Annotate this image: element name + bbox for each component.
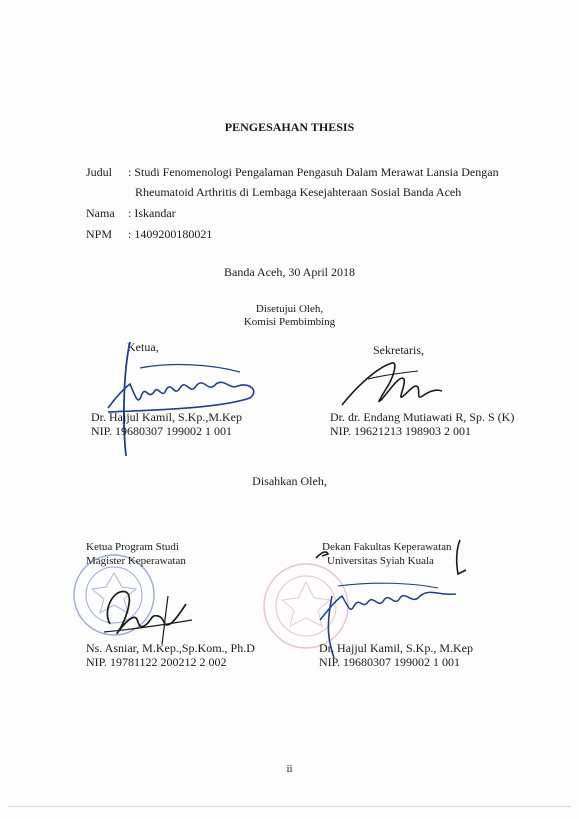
secretary-signature (338, 355, 448, 413)
field-label-npm: NPM (86, 227, 113, 241)
field-label-judul: Judul (86, 165, 113, 179)
field-value-judul-line1: : Studi Fenomenologi Pengalaman Pengasuh Dalam Merawat Lansia Dengan (128, 165, 499, 179)
field-label-nama: Nama (86, 206, 115, 220)
program-head-role-line2: Magister Keperawatan (86, 555, 186, 567)
chair-name: Dr. Hajjul Kamil, S.Kp.,M.Kep (91, 410, 242, 424)
page-edge-rule (8, 806, 571, 807)
chair-signature (100, 338, 270, 460)
committee-label: Komisi Pembimbing (243, 316, 336, 328)
place-date: Banda Aceh, 30 April 2018 (224, 265, 355, 279)
program-head-role-line1: Ketua Program Studi (86, 541, 179, 553)
secretary-nip: NIP. 19621213 198903 2 001 (330, 424, 472, 438)
ratified-by: Disahkan Oleh, (252, 474, 327, 488)
document-title: PENGESAHAN THESIS (224, 120, 355, 134)
chair-nip: NIP. 19680307 199002 1 001 (91, 424, 233, 438)
page-number: ii (286, 763, 293, 775)
secretary-role: Sekretaris, (373, 343, 424, 357)
dean-name: Dr. Hajjul Kamil, S.Kp., M.Kep (319, 641, 473, 655)
chair-role: Ketua, (127, 340, 159, 354)
approved-by: Disetujui Oleh, (255, 303, 324, 315)
program-head-nip: NIP. 19781122 200212 2 002 (86, 655, 227, 669)
field-value-judul-line2: Rheumatoid Arthritis di Lembaga Kesejahteraan Sosial Banda Aceh (135, 185, 462, 199)
dean-nip: NIP. 19680307 199002 1 001 (319, 655, 461, 669)
program-head-name: Ns. Asniar, M.Kep.,Sp.Kom., Ph.D (86, 641, 255, 655)
secretary-name: Dr. dr. Endang Mutiawati R, Sp. S (K) (330, 410, 515, 424)
field-value-npm: : 1409200180021 (128, 227, 213, 241)
dean-role-line2: Universitas Syiah Kuala (327, 555, 434, 567)
field-value-nama: : Iskandar (128, 206, 176, 220)
dean-role-line1: Dekan Fakultas Keperawatan (322, 541, 452, 553)
program-head-signature (96, 580, 196, 650)
